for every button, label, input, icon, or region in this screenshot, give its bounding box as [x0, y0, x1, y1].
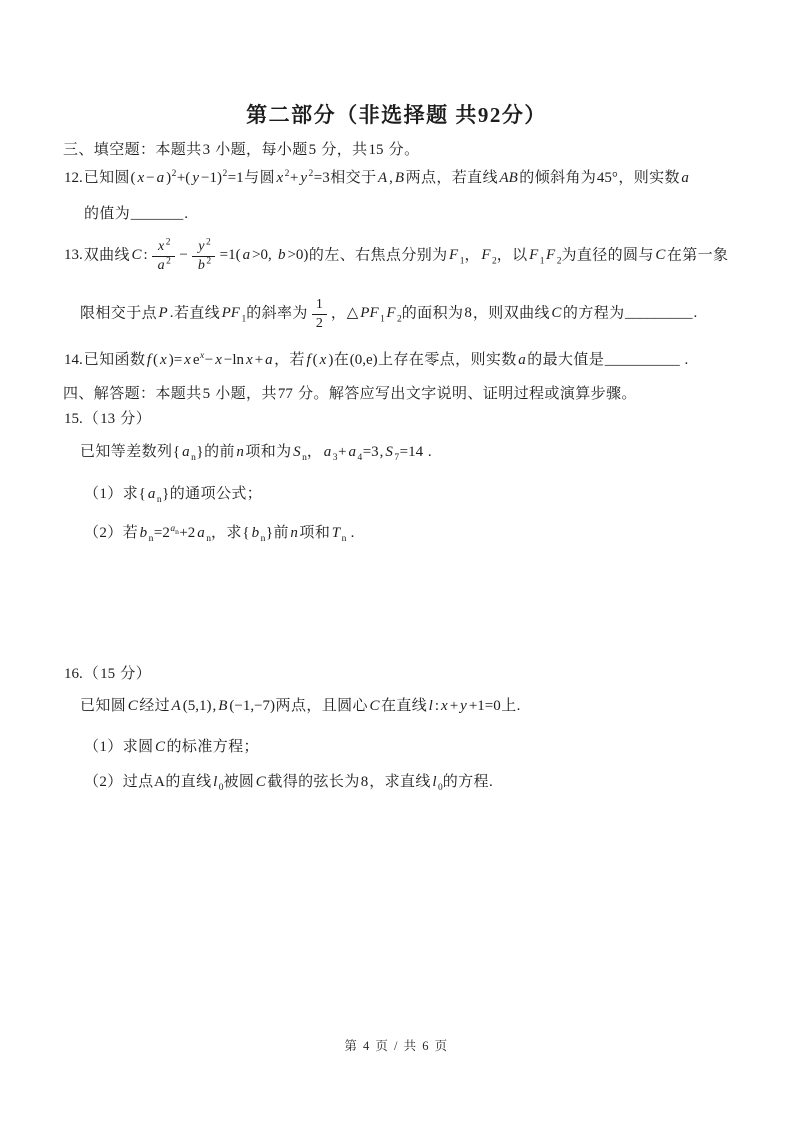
question-16-part-1: （1）求圆 C 的标准方程； — [84, 739, 259, 755]
question-15-part-2: （2）若 b $_n=2^{a_n}+2$ a $_n$，求{ b $_n$}前 n 项和 T $_n$ . — [84, 524, 355, 544]
page-title: 第二部分（非选择题 共92分） — [246, 103, 547, 127]
section-fill-in-heading: 三、填空题：本题共3 小题，每小题5 分，共15 分。 — [63, 142, 420, 158]
question-16-part-2: （2）过点A的直线 l $_0$被圆 C 截得的弦长为8，求直线 l $_0$的方程. — [84, 774, 494, 793]
question-13-line-2: 限相交于点 P .若直线 PF $_1$的斜率为 $\frac{1}{2}$ ，△ PF $_1$ F $_2$的面积为8，则双曲线 C 的方程为_________. — [80, 297, 698, 331]
question-13-line-1: 13.双曲线 C : $\frac{x ^2}{a ^2}$ − $\frac{y ^2}{b ^2}$ =1( a >0, b >0)的左、右焦点分别为 F $_1$， F $_2$，以 F $_1$ F $_2$为直径的圆与 C 在第一象 — [64, 237, 729, 273]
question-16-number: 16.（15 分） — [64, 666, 152, 682]
page-footer: 第 4 页 / 共 6 页 — [344, 1039, 449, 1053]
question-16-intro: 已知圆 C 经过 A (5,1), B (−1,−7)两点，且圆心 C 在直线 l : x + y +1=0上. — [80, 698, 521, 714]
question-15-intro: 已知等差数列{ a $_n$}的前 n 项和为 S $_n$， a $_3$+ a $_4$=3, S $_7$=14 . — [80, 444, 432, 463]
section-answer-heading: 四、解答题：本题共5 小题，共77 分。解答应写出文字说明、证明过程或演算步骤。 — [63, 386, 637, 402]
question-12-line-1: 12.已知圆( x − a )$^2$+( y −1)$^2$=1与圆 x $^2$+ y $^2$=3相交于 A , B 两点，若直线 AB 的倾斜角为45°，则实数 a — [64, 169, 689, 186]
question-14: 14.已知函数 f ( x )= x $e^x- x -\ln$ x + a ，若 f ( x )在(0,e)上存在零点，则实数 a 的最大值是__________ . — [64, 351, 689, 368]
question-15-number: 15.（13 分） — [64, 411, 152, 427]
question-15-part-1: （1）求{ a $_n$}的通项公式； — [84, 486, 263, 505]
question-12-line-2: 的值为_______. — [84, 206, 188, 222]
